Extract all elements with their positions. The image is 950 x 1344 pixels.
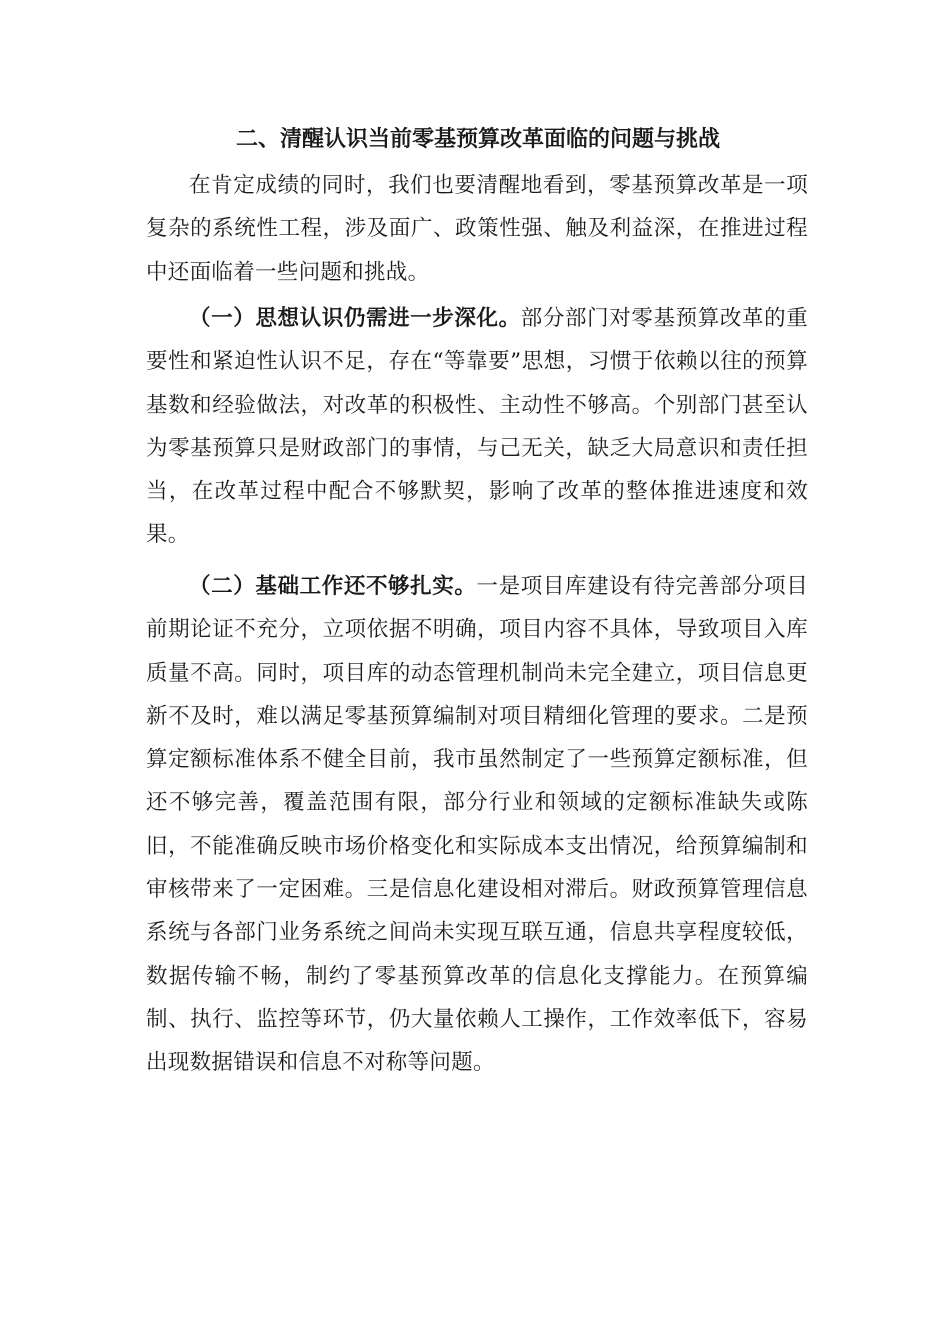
paragraph-foundational-work: [146, 565, 808, 1085]
paragraph-intro-text: 在肯定成绩的同时，我们也要清醒地看到，零基预算改革是一项复杂的系统性工程，涉及面广、政策性强、触及利益深，在推进过程中还面临着一些问题和挑战。: [146, 173, 808, 285]
subheading-foundational-work: （二）基础工作还不够扎实。: [189, 574, 477, 599]
subheading-ideological-awareness: （一）思想认识仍需进一步深化。: [189, 306, 521, 331]
paragraph-ideological-awareness-text: 部分部门对零基预算改革的重要性和紧迫性认识不足，存在“等靠要”思想，习惯于依赖以往的预算基数和经验做法，对改革的积极性、主动性不够高。个别部门甚至认为零基预算只是财政部门的事情，与己无关，缺乏大局意识和责任担当，在改革过程中配合不够默契，影响了改革的整体推进速度和效果。: [146, 306, 808, 548]
paragraph-ideological-awareness: [146, 297, 808, 557]
paragraph-foundational-work-text: 一是项目库建设有待完善部分项目前期论证不充分，立项依据不明确，项目内容不具体，导致项目入库质量不高。同时，项目库的动态管理机制尚未完全建立，项目信息更新不及时，难以满足零基预算编制对项目精细化管理的要求。二是预算定额标准体系不健全目前，我市虽然制定了一些预算定额标准，但还不够完善，覆盖范围有限，部分行业和领域的定额标准缺失或陈旧，不能准确反映市场价格变化和实际成本支出情况，给预算编制和审核带来了一定困难。三是信息化建设相对滞后。财政预算管理信息系统与各部门业务系统之间尚未实现互联互通，信息共享程度较低，数据传输不畅，制约了零基预算改革的信息化支撑能力。在预算编制、执行、监控等环节，仍大量依赖人工操作，工作效率低下，容易出现数据错误和信息不对称等问题。: [146, 574, 808, 1076]
paragraph-intro: [146, 164, 808, 294]
section-title: 二、清醒认识当前零基预算改革面临的问题与挑战: [235, 127, 720, 152]
